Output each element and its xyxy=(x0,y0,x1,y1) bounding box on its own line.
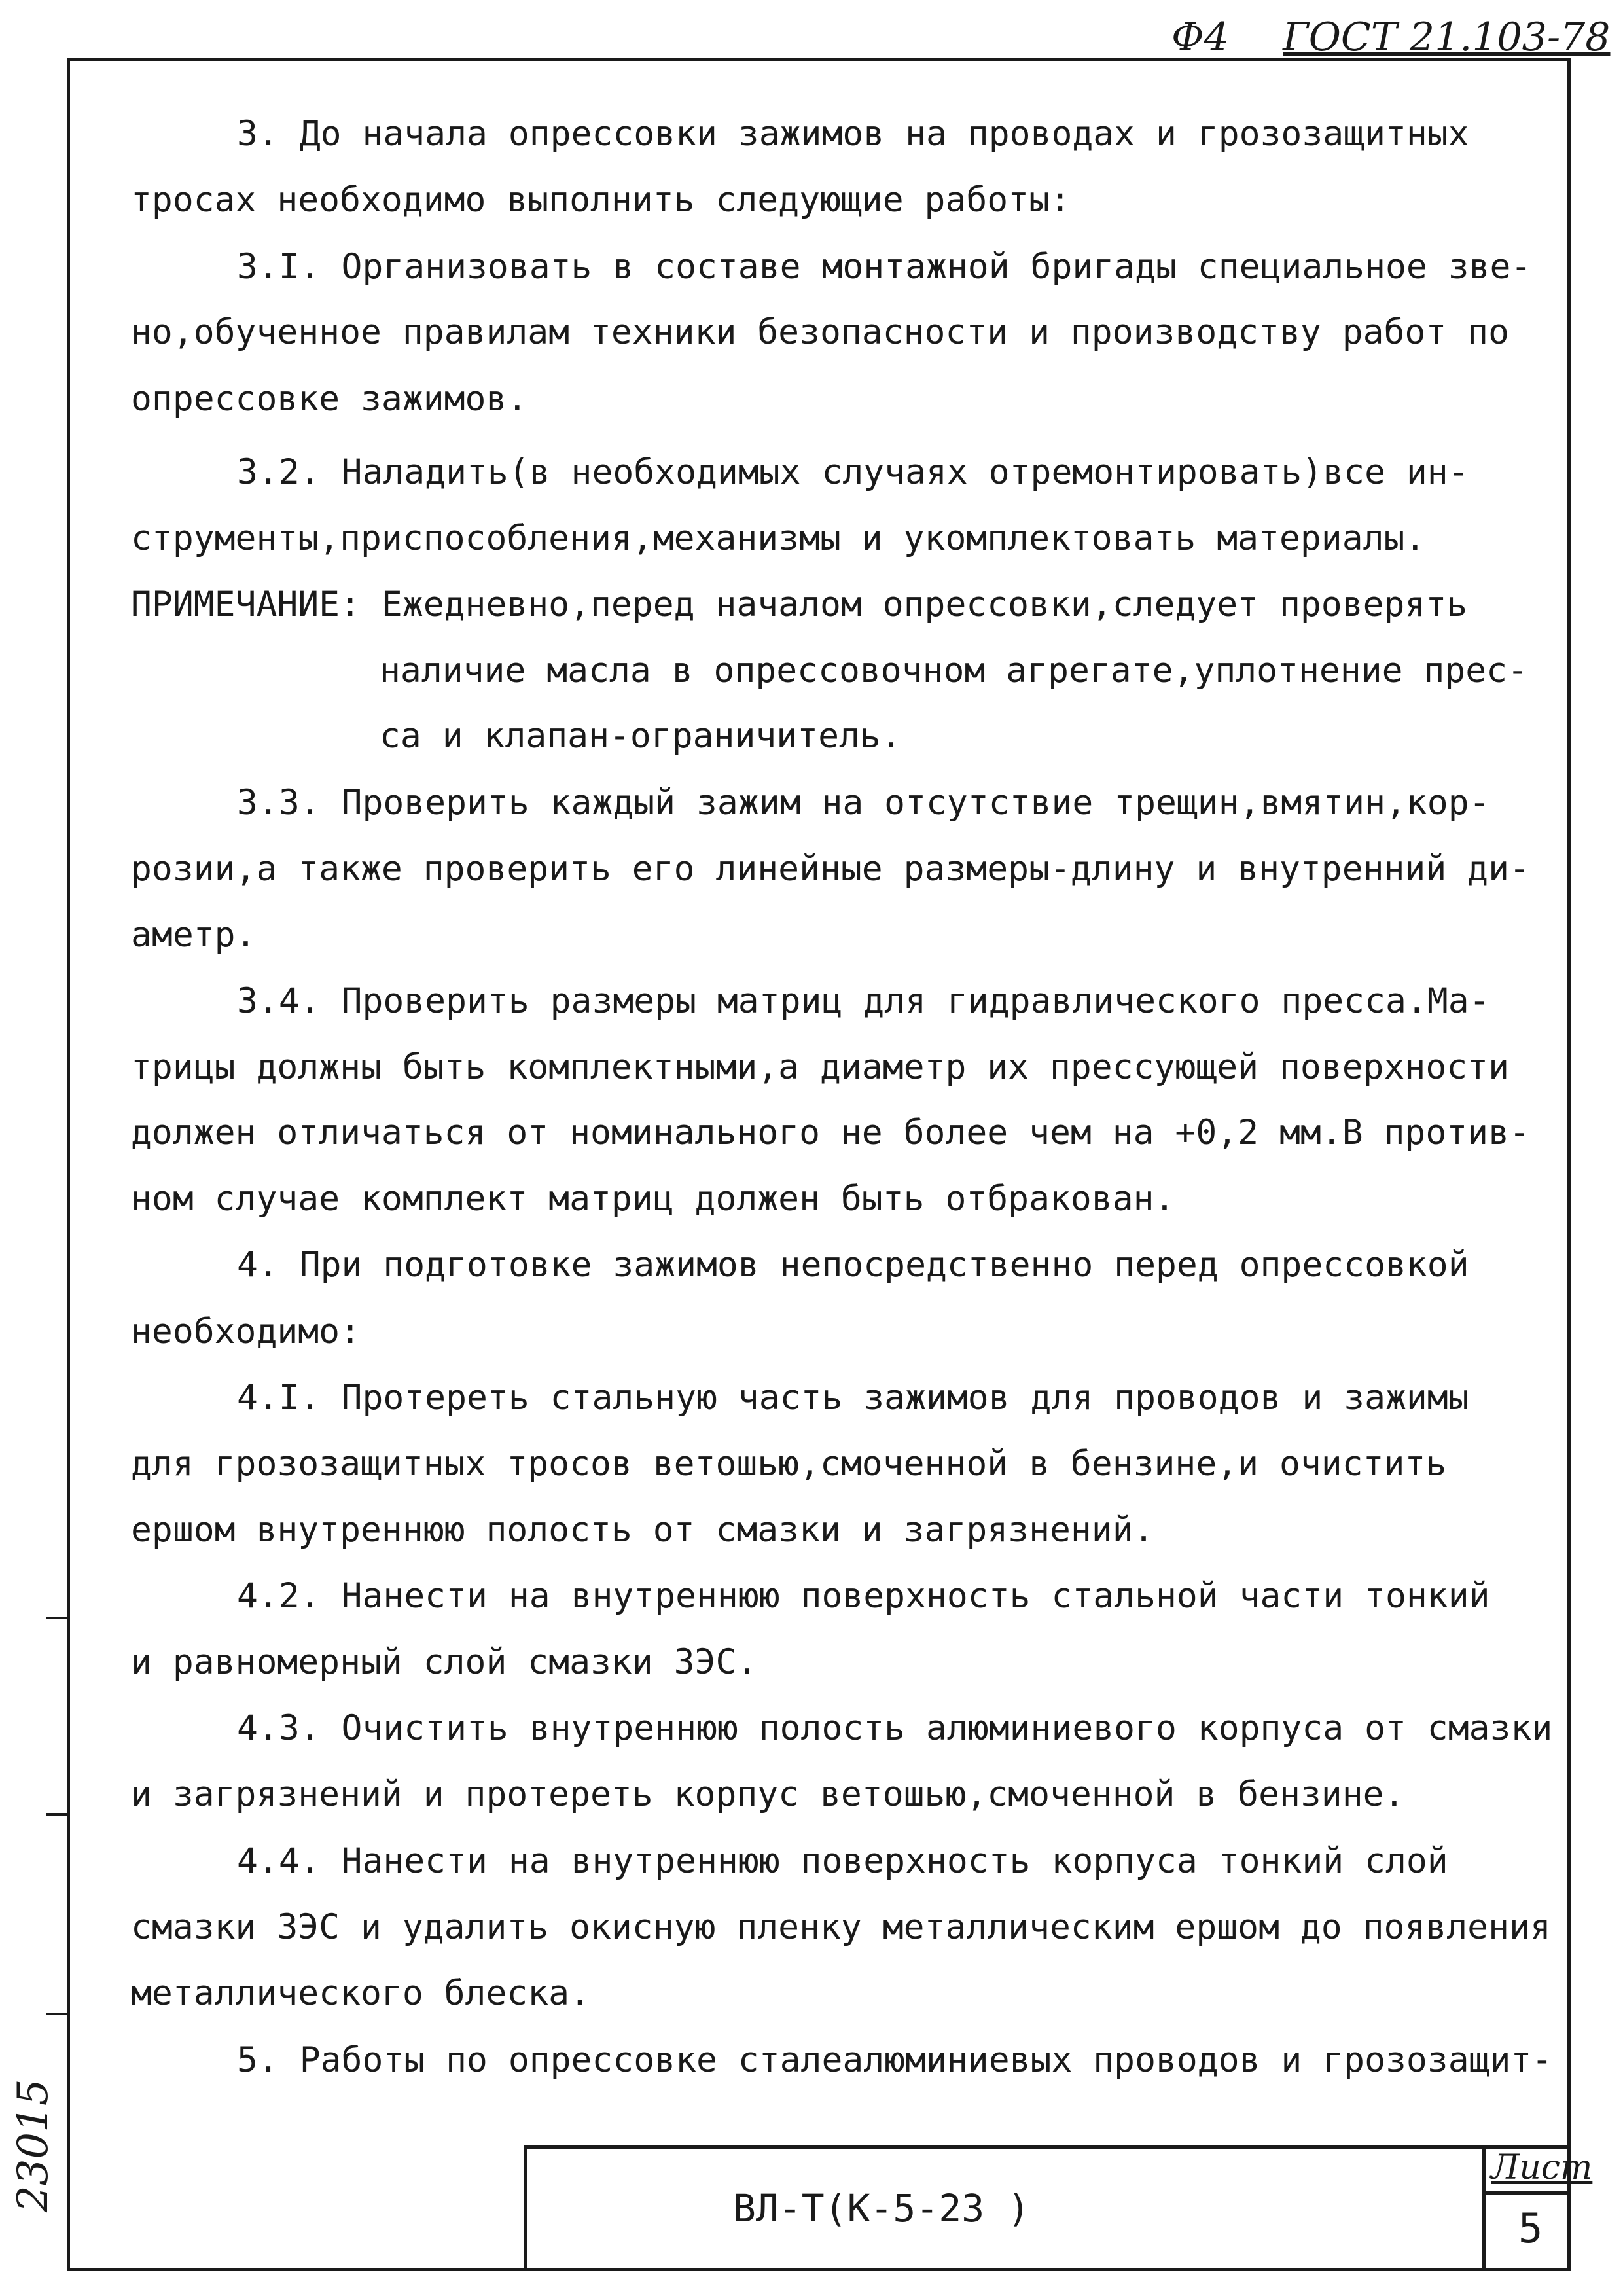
text-line: ершом внутреннюю полость от смазки и загрязнений. xyxy=(131,1510,1154,1550)
text-line: необходимо: xyxy=(131,1312,361,1352)
title-block xyxy=(524,2145,1571,2271)
text-line: 3.3. Проверить каждый зажим на отсутствие трещин,вмятин,кор- xyxy=(237,783,1490,823)
text-line: 3.I. Организовать в составе монтажной бригады специальное зве- xyxy=(237,247,1532,287)
text-line: смазки ЗЭС и удалить окисную пленку металлическим ершом до появления xyxy=(131,1907,1551,1947)
header-format-code: Ф4 xyxy=(1171,14,1229,60)
sheet-number: 5 xyxy=(1518,2204,1543,2252)
margin-tick xyxy=(46,1813,68,1816)
text-line: 4.3. Очистить внутреннюю полость алюминиевого корпуса от смазки xyxy=(237,1708,1553,1748)
note-line: ПРИМЕЧАНИЕ: Ежедневно,перед началом опрессовки,следует проверять xyxy=(131,584,1468,624)
text-line: и равномерный слой смазки ЗЭС. xyxy=(131,1642,758,1682)
text-line: тросах необходимо выполнить следующие работы: xyxy=(131,180,1071,220)
margin-tick xyxy=(46,1617,68,1619)
header-gost-code: ГОСТ 21.103-78 xyxy=(1283,14,1611,60)
text-line: металлического блеска. xyxy=(131,1973,590,2013)
text-line: ном случае комплект матриц должен быть отбракован. xyxy=(131,1179,1175,1219)
note-line: наличие масла в опрессовочном агрегате,уплотнение прес- xyxy=(380,651,1528,691)
text-line: и загрязнений и протереть корпус ветошью,смоченной в бензине. xyxy=(131,1774,1405,1814)
text-line: 3. До начала опрессовки зажимов на проводах и грозозащитных xyxy=(237,114,1469,154)
text-line: 3.4. Проверить размеры матриц для гидравлического пресса.Ма- xyxy=(237,981,1490,1021)
text-line: 4. При подготовке зажимов непосредственно перед опрессовкой xyxy=(237,1245,1469,1285)
text-line: 4.4. Нанести на внутреннюю поверхность корпуса тонкий слой xyxy=(237,1841,1448,1881)
text-line: струменты,приспособления,механизмы и укомплектовать материалы. xyxy=(131,518,1426,558)
note-line: са и клапан-ограничитель. xyxy=(380,716,902,756)
text-line: опрессовке зажимов. xyxy=(131,379,528,419)
text-line: 5. Работы по опрессовке сталеалюминиевых проводов и грозозащит- xyxy=(237,2040,1553,2080)
title-block-code: ВЛ-Т(К-5-23 ) xyxy=(733,2186,1030,2231)
text-line: 4.I. Протереть стальную часть зажимов для проводов и зажимы xyxy=(237,1378,1469,1418)
sheet-divider xyxy=(1482,2145,1486,2271)
sheet-label: Лист xyxy=(1491,2148,1593,2187)
sheet-divider-horizontal xyxy=(1482,2191,1571,2195)
margin-tick xyxy=(46,2013,68,2015)
text-line: для грозозащитных тросов ветошью,смоченной в бензине,и очистить xyxy=(131,1444,1447,1484)
text-line: трицы должны быть комплектными,а диаметр их прессующей поверхности xyxy=(131,1047,1509,1087)
text-line: розии,а также проверить его линейные размеры-длину и внутренний ди- xyxy=(131,849,1530,889)
text-line: должен отличаться от номинального не более чем на +0,2 мм.В против- xyxy=(131,1113,1530,1153)
text-line: но,обученное правилам техники безопасности и производству работ по xyxy=(131,312,1509,352)
inventory-number: 23015 xyxy=(9,2079,58,2212)
text-line: 4.2. Нанести на внутреннюю поверхность стальной части тонкий xyxy=(237,1576,1490,1616)
text-line: 3.2. Наладить(в необходимых случаях отремонтировать)все ин- xyxy=(237,452,1469,492)
text-line: аметр. xyxy=(131,915,257,955)
